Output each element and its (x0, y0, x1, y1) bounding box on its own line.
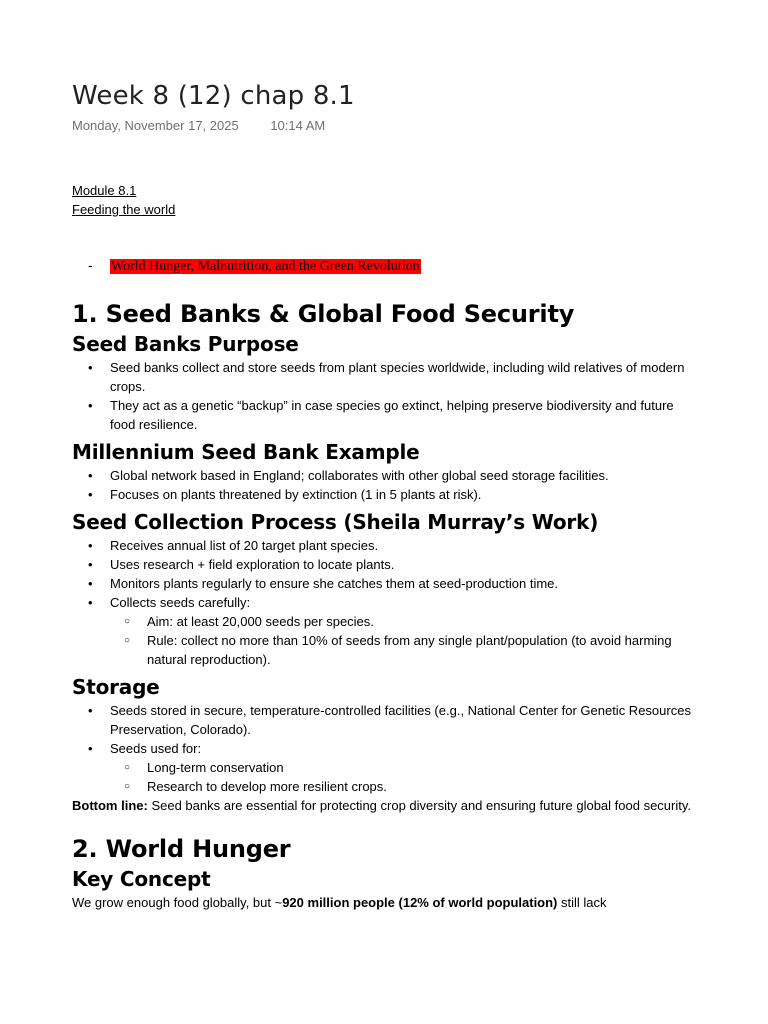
section1-heading: 1. Seed Banks & Global Food Security (72, 300, 575, 328)
list-item: • Seeds stored in secure, temperature-controlled facilities (e.g., National Center for Genetic Resources Preservation, Colorado). (72, 701, 692, 739)
list-item: • Seeds used for: (72, 739, 692, 758)
bottom-line (72, 796, 692, 815)
sub-list-item: ○ Aim: at least 20,000 seeds per species. (110, 612, 692, 631)
section2-heading: 2. World Hunger (72, 835, 291, 863)
bottom-line-label: Bottom line: (72, 798, 148, 813)
millennium-heading: Millennium Seed Bank Example (72, 440, 420, 464)
key-concept-heading: Key Concept (72, 867, 211, 891)
module-subtitle: Feeding the world (72, 202, 176, 217)
note-content (72, 298, 692, 912)
list-item: • Seed banks collect and store seeds from plant species worldwide, including wild relatives of modern crops. (72, 358, 692, 396)
list-item: • Focuses on plants threatened by extinction (1 in 5 plants at risk). (72, 485, 692, 504)
sub-list-item: ○ Long-term conservation (110, 758, 692, 777)
storage-heading: Storage (72, 675, 160, 699)
dash-bullet: - (88, 257, 93, 273)
list-item: • Uses research + field exploration to locate plants. (72, 555, 692, 574)
list-item: • Global network based in England; collaborates with other global seed storage facilities. (72, 466, 692, 485)
storage-sublist (72, 758, 692, 796)
list-item: • Monitors plants regularly to ensure she catches them at seed-production time. (72, 574, 692, 593)
key-concept-text-end: still lack (557, 895, 607, 910)
page-title: Week 8 (12) chap 8.1 (72, 81, 355, 111)
key-concept-text-start: We grow enough food globally, but ~ (72, 895, 283, 910)
collection-sublist (72, 612, 692, 669)
key-concept-bold: 920 million people (12% of world population) (282, 895, 558, 910)
bottom-line-text: Seed banks are essential for protecting crop diversity and ensuring future global food security. (147, 798, 692, 813)
module-number: Module 8.1 (72, 183, 137, 198)
storage-list (72, 701, 692, 758)
key-concept-text (72, 893, 692, 912)
sub-list-item: ○ Research to develop more resilient crops. (110, 777, 692, 796)
page-date: Monday, November 17, 2025 (72, 118, 239, 133)
highlighted-topic (88, 257, 421, 275)
seed-banks-purpose-heading: Seed Banks Purpose (72, 332, 299, 356)
millennium-list (72, 466, 692, 504)
highlighted-text: World Hunger, Malnutrition, and the Green Revolution (111, 259, 420, 274)
module-heading (72, 181, 175, 219)
list-item: • They act as a genetic “backup” in case species go extinct, helping preserve biodiversity and future food resilience. (72, 396, 692, 434)
collection-list (72, 536, 692, 612)
page-meta (72, 118, 325, 133)
collection-heading: Seed Collection Process (Sheila Murray’s Work) (72, 510, 599, 534)
seed-banks-purpose-list (72, 358, 692, 434)
sub-list-item: ○ Rule: collect no more than 10% of seeds from any single plant/population (to avoid harming natural reproduction). (110, 631, 692, 669)
page-time: 10:14 AM (270, 118, 326, 133)
list-item: • Collects seeds carefully: (72, 593, 692, 612)
list-item: • Receives annual list of 20 target plant species. (72, 536, 692, 555)
